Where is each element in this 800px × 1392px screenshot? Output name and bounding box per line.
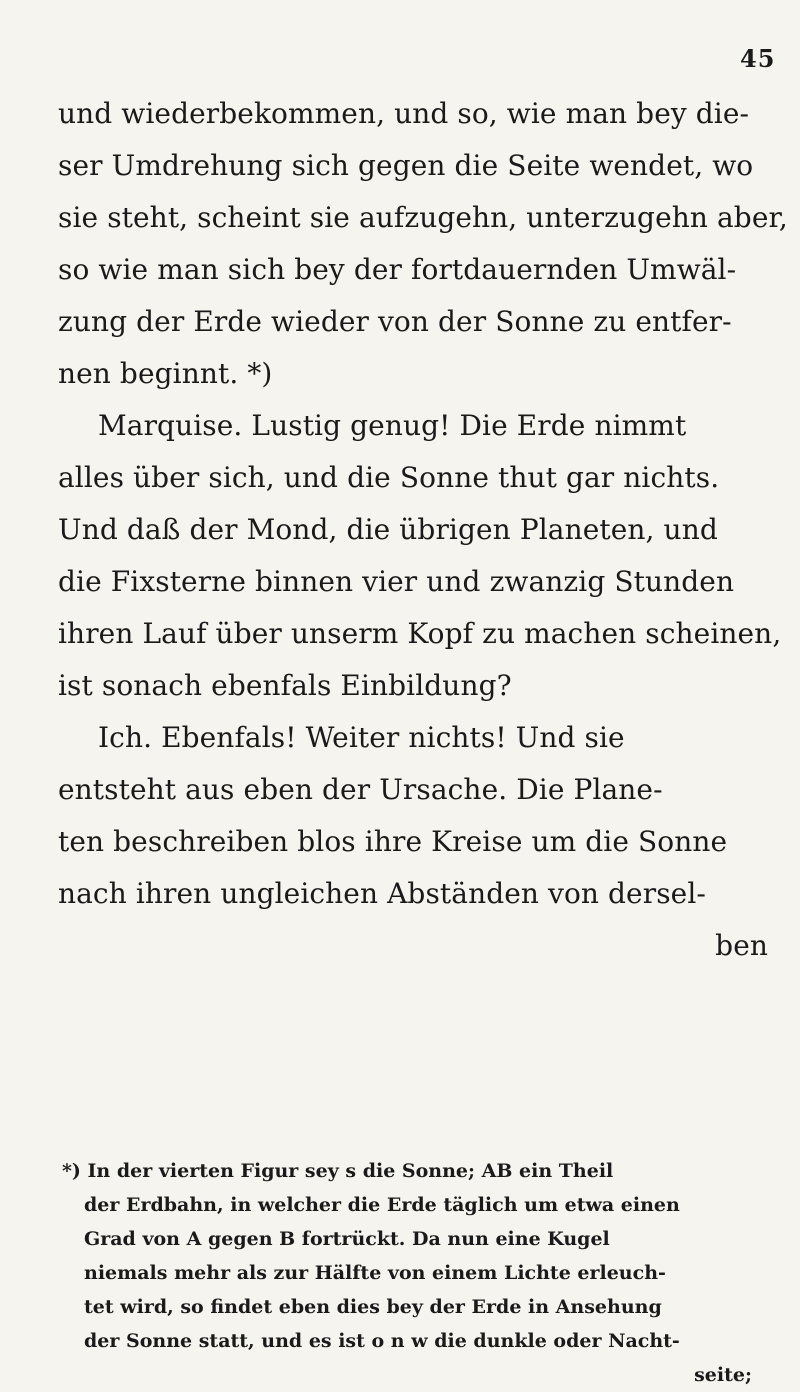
- footnote-line: seite;: [694, 1364, 752, 1386]
- footnote: [62, 1154, 782, 1392]
- text-line: nach ihren ungleichen Abständen von dersel‐: [58, 877, 706, 910]
- text-line: Marquise. Lustig genug! Die Erde nimmt: [98, 409, 687, 442]
- footnote-line: Grad von A gegen B fortrückt. Da nun eine Kugel: [84, 1228, 610, 1250]
- footnote-line: der Sonne statt, und es ist o n w die dunkle oder Nacht‐: [84, 1330, 680, 1352]
- page-number: 45: [740, 44, 776, 73]
- text-line: die Fixsterne binnen vier und zwanzig Stunden: [58, 565, 735, 598]
- text-line: Ich. Ebenfals! Weiter nichts! Und sie: [98, 721, 625, 754]
- footnote-line: tet wird, so findet eben dies bey der Erde in Ansehung: [84, 1296, 662, 1318]
- text-line: und wiederbekommen, und so, wie man bey die‐: [58, 97, 750, 130]
- text-line: ten beschreiben blos ihre Kreise um die Sonne: [58, 825, 728, 858]
- text-line: alles über sich, und die Sonne thut gar nichts.: [58, 461, 720, 494]
- footnote-line: *) In der vierten Figur sey s die Sonne; AB ein Theil: [62, 1160, 614, 1182]
- text-line: nen beginnt. *): [58, 357, 273, 390]
- text-line: ser Umdrehung sich gegen die Seite wendet, wo: [58, 149, 754, 182]
- text-line: ist sonach ebenfals Einbildung?: [58, 669, 512, 702]
- footnote-line: der Erdbahn, in welcher die Erde täglich um etwa einen: [84, 1194, 680, 1216]
- text-line: sie steht, scheint sie aufzugehn, unterzugehn aber,: [58, 201, 788, 234]
- footnote-line: niemals mehr als zur Hälfte von einem Lichte erleuch‐: [84, 1262, 666, 1284]
- text-line: ihren Lauf über unserm Kopf zu machen scheinen,: [58, 617, 782, 650]
- text-line: so wie man sich bey der fortdauernden Umwäl‐: [58, 253, 737, 286]
- body-text: [58, 88, 788, 972]
- text-line: zung der Erde wieder von der Sonne zu entfer‐: [58, 305, 732, 338]
- text-line: Und daß der Mond, die übrigen Planeten, und: [58, 513, 718, 546]
- catchword: ben: [715, 929, 768, 962]
- text-line: entsteht aus eben der Ursache. Die Plane‐: [58, 773, 663, 806]
